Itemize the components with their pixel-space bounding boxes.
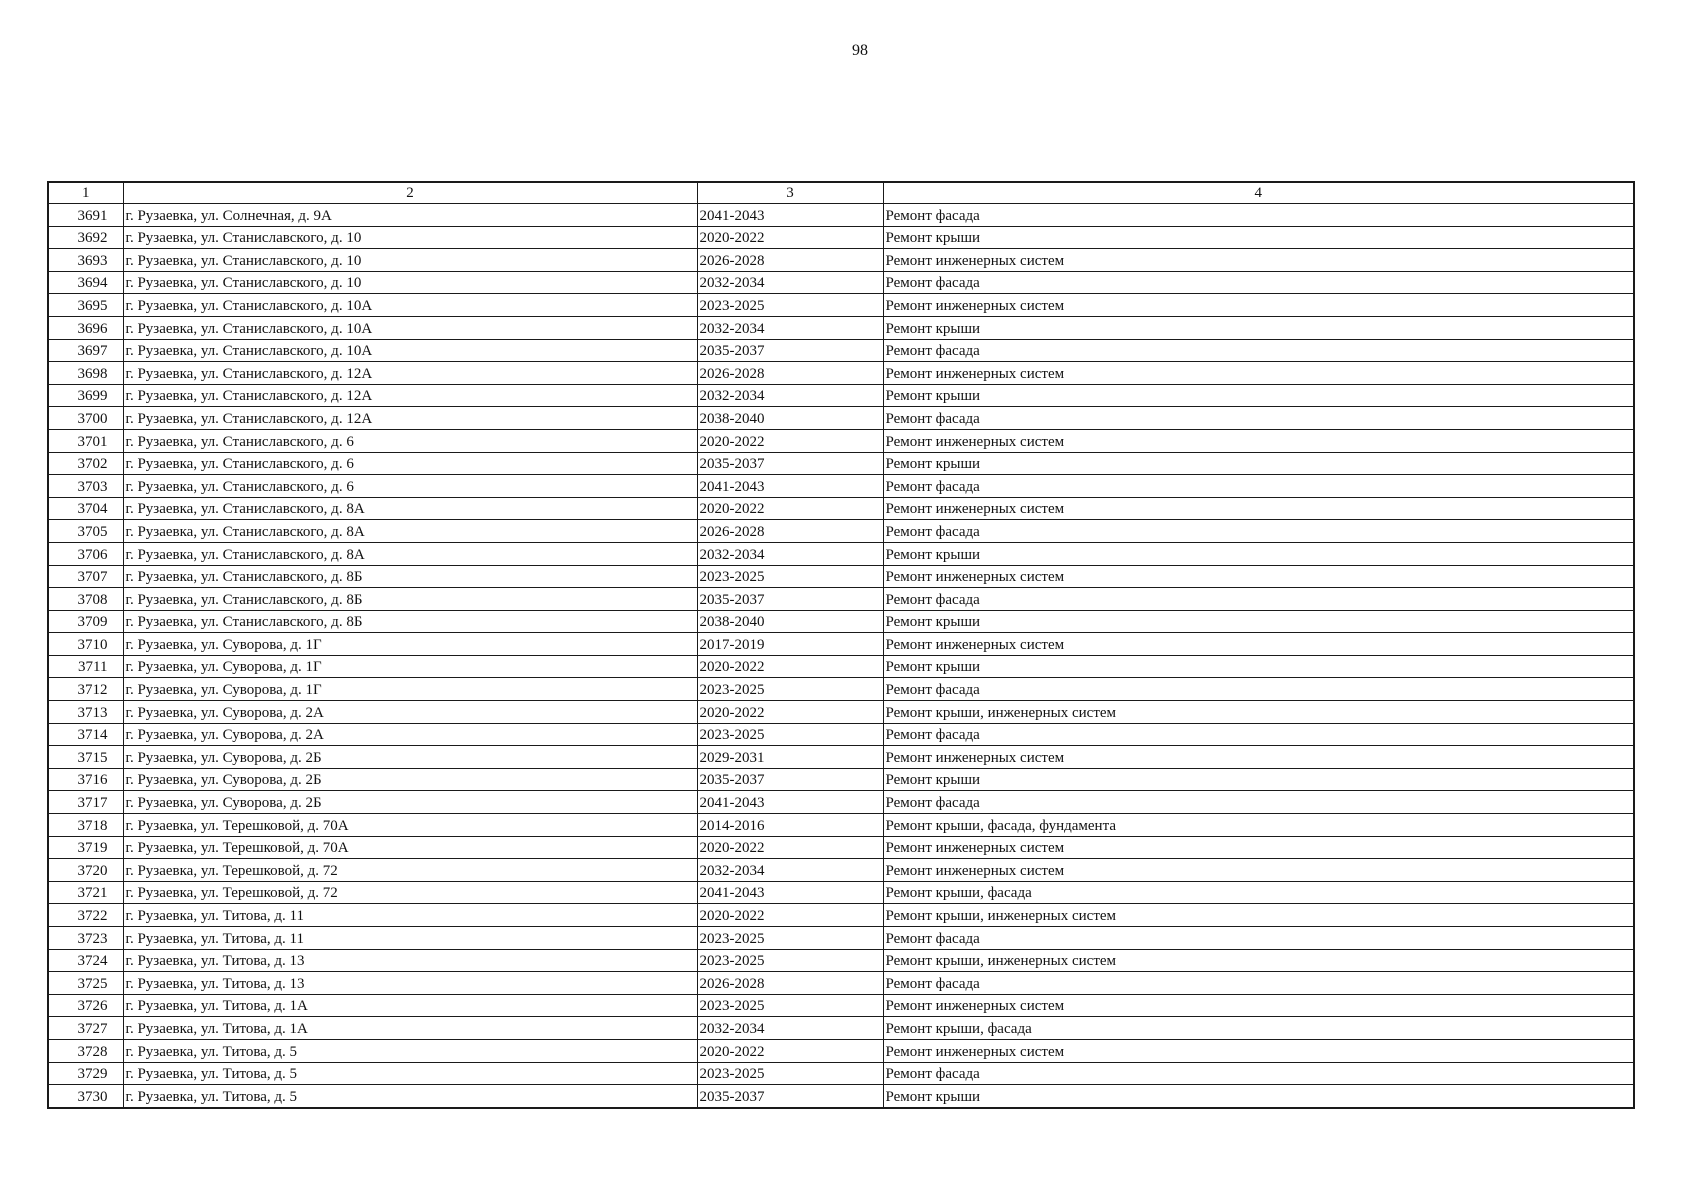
- row-number: 3724: [48, 949, 123, 972]
- row-number: 3710: [48, 633, 123, 656]
- work-type-cell: Ремонт инженерных систем: [883, 859, 1634, 882]
- work-type-cell: Ремонт фасада: [883, 407, 1634, 430]
- address-cell: г. Рузаевка, ул. Суворова, д. 1Г: [123, 678, 697, 701]
- period-cell: 2032-2034: [697, 542, 883, 565]
- row-number: 3712: [48, 678, 123, 701]
- table-row: [48, 226, 1634, 249]
- work-type-cell: Ремонт фасада: [883, 271, 1634, 294]
- work-type-cell: Ремонт фасада: [883, 588, 1634, 611]
- address-cell: г. Рузаевка, ул. Станиславского, д. 8А: [123, 497, 697, 520]
- table-row: [48, 542, 1634, 565]
- period-cell: 2035-2037: [697, 339, 883, 362]
- work-type-cell: Ремонт фасада: [883, 723, 1634, 746]
- address-cell: г. Рузаевка, ул. Суворова, д. 2А: [123, 723, 697, 746]
- address-cell: г. Рузаевка, ул. Титова, д. 11: [123, 904, 697, 927]
- address-cell: г. Рузаевка, ул. Станиславского, д. 8Б: [123, 588, 697, 611]
- row-number: 3709: [48, 610, 123, 633]
- address-cell: г. Рузаевка, ул. Терешковой, д. 70А: [123, 836, 697, 859]
- row-number: 3694: [48, 271, 123, 294]
- work-type-cell: Ремонт инженерных систем: [883, 1039, 1634, 1062]
- row-number: 3729: [48, 1062, 123, 1085]
- period-cell: 2020-2022: [697, 429, 883, 452]
- row-number: 3701: [48, 429, 123, 452]
- period-cell: 2041-2043: [697, 791, 883, 814]
- work-type-cell: Ремонт инженерных систем: [883, 633, 1634, 656]
- row-number: 3719: [48, 836, 123, 859]
- table-row: [48, 1017, 1634, 1040]
- header-col-1: 1: [48, 182, 123, 204]
- address-cell: г. Рузаевка, ул. Суворова, д. 2Б: [123, 768, 697, 791]
- address-cell: г. Рузаевка, ул. Титова, д. 5: [123, 1039, 697, 1062]
- address-cell: г. Рузаевка, ул. Суворова, д. 1Г: [123, 655, 697, 678]
- table-row: [48, 294, 1634, 317]
- work-type-cell: Ремонт фасада: [883, 791, 1634, 814]
- period-cell: 2026-2028: [697, 249, 883, 272]
- row-number: 3696: [48, 316, 123, 339]
- row-number: 3695: [48, 294, 123, 317]
- table-row: [48, 475, 1634, 498]
- work-type-cell: Ремонт фасада: [883, 1062, 1634, 1085]
- period-cell: 2041-2043: [697, 204, 883, 227]
- work-type-cell: Ремонт фасада: [883, 927, 1634, 950]
- work-type-cell: Ремонт инженерных систем: [883, 746, 1634, 769]
- address-cell: г. Рузаевка, ул. Станиславского, д. 10А: [123, 316, 697, 339]
- period-cell: 2032-2034: [697, 271, 883, 294]
- period-cell: 2032-2034: [697, 859, 883, 882]
- row-number: 3703: [48, 475, 123, 498]
- row-number: 3705: [48, 520, 123, 543]
- table-row: [48, 994, 1634, 1017]
- work-type-cell: Ремонт крыши: [883, 542, 1634, 565]
- table-row: [48, 814, 1634, 837]
- row-number: 3711: [48, 655, 123, 678]
- work-type-cell: Ремонт крыши, фасада: [883, 1017, 1634, 1040]
- table-row: [48, 949, 1634, 972]
- period-cell: 2023-2025: [697, 1062, 883, 1085]
- period-cell: 2020-2022: [697, 655, 883, 678]
- period-cell: 2014-2016: [697, 814, 883, 837]
- address-cell: г. Рузаевка, ул. Титова, д. 5: [123, 1062, 697, 1085]
- address-cell: г. Рузаевка, ул. Суворова, д. 1Г: [123, 633, 697, 656]
- address-cell: г. Рузаевка, ул. Титова, д. 1А: [123, 1017, 697, 1040]
- header-col-4: 4: [883, 182, 1634, 204]
- row-number: 3697: [48, 339, 123, 362]
- work-type-cell: Ремонт фасада: [883, 339, 1634, 362]
- table-row: [48, 927, 1634, 950]
- work-type-cell: Ремонт инженерных систем: [883, 565, 1634, 588]
- row-number: 3714: [48, 723, 123, 746]
- page-number: 98: [852, 42, 868, 59]
- table-row: [48, 497, 1634, 520]
- table-body: [48, 204, 1634, 1108]
- table-row: [48, 565, 1634, 588]
- address-cell: г. Рузаевка, ул. Терешковой, д. 72: [123, 859, 697, 882]
- row-number: 3725: [48, 972, 123, 995]
- table-row: [48, 339, 1634, 362]
- table-row: [48, 633, 1634, 656]
- table-container: [47, 181, 1633, 1109]
- period-cell: 2038-2040: [697, 610, 883, 633]
- row-number: 3706: [48, 542, 123, 565]
- table-row: [48, 791, 1634, 814]
- row-number: 3708: [48, 588, 123, 611]
- period-cell: 2035-2037: [697, 452, 883, 475]
- table-row: [48, 520, 1634, 543]
- period-cell: 2020-2022: [697, 1039, 883, 1062]
- work-type-cell: Ремонт крыши, инженерных систем: [883, 701, 1634, 724]
- address-cell: г. Рузаевка, ул. Станиславского, д. 6: [123, 475, 697, 498]
- work-type-cell: Ремонт инженерных систем: [883, 836, 1634, 859]
- work-type-cell: Ремонт инженерных систем: [883, 429, 1634, 452]
- table-row: [48, 701, 1634, 724]
- address-cell: г. Рузаевка, ул. Титова, д. 1А: [123, 994, 697, 1017]
- row-number: 3704: [48, 497, 123, 520]
- period-cell: 2017-2019: [697, 633, 883, 656]
- row-number: 3691: [48, 204, 123, 227]
- address-cell: г. Рузаевка, ул. Терешковой, д. 70А: [123, 814, 697, 837]
- address-cell: г. Рузаевка, ул. Станиславского, д. 8Б: [123, 610, 697, 633]
- address-cell: г. Рузаевка, ул. Станиславского, д. 6: [123, 429, 697, 452]
- period-cell: 2020-2022: [697, 904, 883, 927]
- work-type-cell: Ремонт крыши: [883, 316, 1634, 339]
- period-cell: 2035-2037: [697, 1085, 883, 1108]
- address-cell: г. Рузаевка, ул. Титова, д. 11: [123, 927, 697, 950]
- row-number: 3728: [48, 1039, 123, 1062]
- row-number: 3726: [48, 994, 123, 1017]
- row-number: 3722: [48, 904, 123, 927]
- period-cell: 2026-2028: [697, 520, 883, 543]
- period-cell: 2023-2025: [697, 723, 883, 746]
- period-cell: 2023-2025: [697, 565, 883, 588]
- table-row: [48, 204, 1634, 227]
- period-cell: 2041-2043: [697, 881, 883, 904]
- work-type-cell: Ремонт крыши: [883, 655, 1634, 678]
- table-header: [48, 182, 1634, 204]
- header-col-3: 3: [697, 182, 883, 204]
- work-type-cell: Ремонт крыши: [883, 226, 1634, 249]
- address-cell: г. Рузаевка, ул. Солнечная, д. 9А: [123, 204, 697, 227]
- period-cell: 2029-2031: [697, 746, 883, 769]
- work-type-cell: Ремонт фасада: [883, 972, 1634, 995]
- table-row: [48, 1085, 1634, 1108]
- work-type-cell: Ремонт крыши, инженерных систем: [883, 949, 1634, 972]
- work-type-cell: Ремонт инженерных систем: [883, 497, 1634, 520]
- work-type-cell: Ремонт крыши: [883, 768, 1634, 791]
- work-type-cell: Ремонт инженерных систем: [883, 994, 1634, 1017]
- period-cell: 2026-2028: [697, 362, 883, 385]
- address-cell: г. Рузаевка, ул. Станиславского, д. 12А: [123, 384, 697, 407]
- address-cell: г. Рузаевка, ул. Станиславского, д. 12А: [123, 407, 697, 430]
- address-cell: г. Рузаевка, ул. Суворова, д. 2А: [123, 701, 697, 724]
- row-number: 3718: [48, 814, 123, 837]
- work-type-cell: Ремонт крыши, инженерных систем: [883, 904, 1634, 927]
- period-cell: 2023-2025: [697, 927, 883, 950]
- work-type-cell: Ремонт крыши: [883, 1085, 1634, 1108]
- period-cell: 2023-2025: [697, 994, 883, 1017]
- period-cell: 2032-2034: [697, 316, 883, 339]
- header-col-2: 2: [123, 182, 697, 204]
- period-cell: 2035-2037: [697, 768, 883, 791]
- period-cell: 2020-2022: [697, 226, 883, 249]
- work-type-cell: Ремонт инженерных систем: [883, 362, 1634, 385]
- address-cell: г. Рузаевка, ул. Станиславского, д. 8Б: [123, 565, 697, 588]
- address-cell: г. Рузаевка, ул. Станиславского, д. 10А: [123, 339, 697, 362]
- work-type-cell: Ремонт крыши: [883, 452, 1634, 475]
- period-cell: 2020-2022: [697, 836, 883, 859]
- work-type-cell: Ремонт фасада: [883, 678, 1634, 701]
- address-cell: г. Рузаевка, ул. Станиславского, д. 6: [123, 452, 697, 475]
- period-cell: 2023-2025: [697, 949, 883, 972]
- period-cell: 2020-2022: [697, 701, 883, 724]
- table-row: [48, 1062, 1634, 1085]
- row-number: 3707: [48, 565, 123, 588]
- address-cell: г. Рузаевка, ул. Титова, д. 13: [123, 972, 697, 995]
- work-type-cell: Ремонт крыши, фасада, фундамента: [883, 814, 1634, 837]
- address-cell: г. Рузаевка, ул. Станиславского, д. 12А: [123, 362, 697, 385]
- row-number: 3716: [48, 768, 123, 791]
- address-cell: г. Рузаевка, ул. Станиславского, д. 8А: [123, 520, 697, 543]
- row-number: 3702: [48, 452, 123, 475]
- row-number: 3715: [48, 746, 123, 769]
- row-number: 3692: [48, 226, 123, 249]
- table-row: [48, 836, 1634, 859]
- table-row: [48, 723, 1634, 746]
- row-number: 3727: [48, 1017, 123, 1040]
- table-row: [48, 746, 1634, 769]
- row-number: 3698: [48, 362, 123, 385]
- period-cell: 2038-2040: [697, 407, 883, 430]
- table-row: [48, 362, 1634, 385]
- work-type-cell: Ремонт крыши, фасада: [883, 881, 1634, 904]
- row-number: 3713: [48, 701, 123, 724]
- work-type-cell: Ремонт фасада: [883, 520, 1634, 543]
- address-cell: г. Рузаевка, ул. Терешковой, д. 72: [123, 881, 697, 904]
- address-cell: г. Рузаевка, ул. Суворова, д. 2Б: [123, 791, 697, 814]
- table-row: [48, 452, 1634, 475]
- row-number: 3721: [48, 881, 123, 904]
- table-row: [48, 249, 1634, 272]
- row-number: 3700: [48, 407, 123, 430]
- table-row: [48, 859, 1634, 882]
- address-cell: г. Рузаевка, ул. Суворова, д. 2Б: [123, 746, 697, 769]
- repair-schedule-table: [47, 181, 1635, 1109]
- period-cell: 2020-2022: [697, 497, 883, 520]
- row-number: 3730: [48, 1085, 123, 1108]
- period-cell: 2035-2037: [697, 588, 883, 611]
- table-row: [48, 407, 1634, 430]
- work-type-cell: Ремонт фасада: [883, 204, 1634, 227]
- table-row: [48, 881, 1634, 904]
- row-number: 3717: [48, 791, 123, 814]
- table-row: [48, 972, 1634, 995]
- period-cell: 2023-2025: [697, 678, 883, 701]
- address-cell: г. Рузаевка, ул. Станиславского, д. 10: [123, 271, 697, 294]
- work-type-cell: Ремонт инженерных систем: [883, 249, 1634, 272]
- table-row: [48, 1039, 1634, 1062]
- table-row: [48, 429, 1634, 452]
- row-number: 3693: [48, 249, 123, 272]
- address-cell: г. Рузаевка, ул. Титова, д. 5: [123, 1085, 697, 1108]
- row-number: 3699: [48, 384, 123, 407]
- header-row: [48, 182, 1634, 204]
- table-row: [48, 271, 1634, 294]
- period-cell: 2041-2043: [697, 475, 883, 498]
- work-type-cell: Ремонт крыши: [883, 384, 1634, 407]
- period-cell: 2032-2034: [697, 1017, 883, 1040]
- address-cell: г. Рузаевка, ул. Станиславского, д. 10: [123, 226, 697, 249]
- period-cell: 2023-2025: [697, 294, 883, 317]
- address-cell: г. Рузаевка, ул. Титова, д. 13: [123, 949, 697, 972]
- table-row: [48, 588, 1634, 611]
- table-row: [48, 678, 1634, 701]
- period-cell: 2032-2034: [697, 384, 883, 407]
- work-type-cell: Ремонт крыши: [883, 610, 1634, 633]
- table-row: [48, 316, 1634, 339]
- table-row: [48, 384, 1634, 407]
- table-row: [48, 610, 1634, 633]
- row-number: 3723: [48, 927, 123, 950]
- address-cell: г. Рузаевка, ул. Станиславского, д. 10А: [123, 294, 697, 317]
- work-type-cell: Ремонт инженерных систем: [883, 294, 1634, 317]
- address-cell: г. Рузаевка, ул. Станиславского, д. 8А: [123, 542, 697, 565]
- period-cell: 2026-2028: [697, 972, 883, 995]
- table-row: [48, 904, 1634, 927]
- address-cell: г. Рузаевка, ул. Станиславского, д. 10: [123, 249, 697, 272]
- table-row: [48, 768, 1634, 791]
- table-row: [48, 655, 1634, 678]
- row-number: 3720: [48, 859, 123, 882]
- work-type-cell: Ремонт фасада: [883, 475, 1634, 498]
